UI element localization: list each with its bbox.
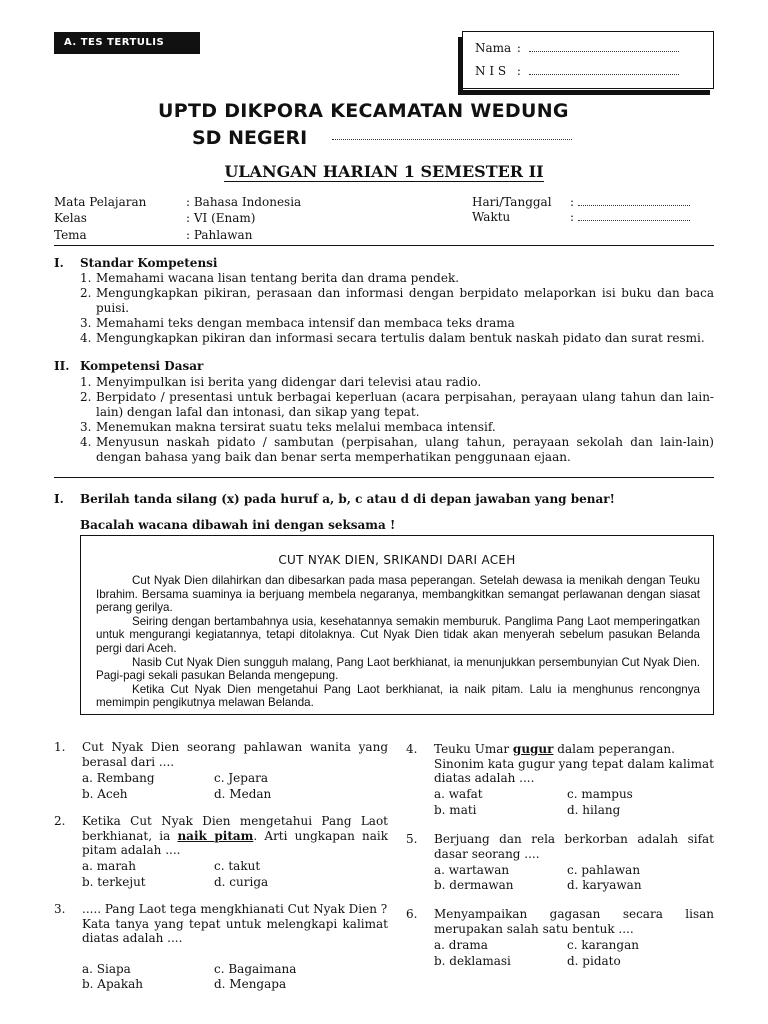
nis-field[interactable] <box>529 67 679 75</box>
option-c[interactable]: c. karangan <box>567 938 639 952</box>
option-c[interactable]: c. pahlawan <box>567 863 641 877</box>
tema-label: Tema <box>54 228 87 242</box>
option-a[interactable]: a. wartawan <box>434 863 510 877</box>
nama-field[interactable] <box>529 44 679 52</box>
nis-label: N I S <box>475 64 507 78</box>
option-b[interactable]: b. terkejut <box>82 875 146 889</box>
nama-row <box>475 41 679 55</box>
option-d[interactable]: d. karyawan <box>567 878 642 892</box>
tema-value: : Pahlawan <box>186 228 253 242</box>
hari-tanggal-field[interactable]: : <box>570 195 690 209</box>
option-c[interactable]: c. takut <box>214 859 261 873</box>
instruction-main: Berilah tanda silang (x) pada huruf a, b, c atau d di depan jawaban yang benar! <box>80 492 615 506</box>
kelas-label: Kelas <box>54 211 87 225</box>
option-c[interactable]: c. mampus <box>567 787 633 801</box>
option-a[interactable]: a. drama <box>434 938 488 952</box>
reading-paragraph: Nasib Cut Nyak Dien sungguh malang, Pang Laot berkhianat, ia menunjukkan persembunyian Cut Nyak Dien. Pagi-pagi sekali pasukan Belanda mengepung. <box>96 655 700 683</box>
option-a[interactable]: a. marah <box>82 859 136 873</box>
kompetensi-num: II. <box>54 359 70 373</box>
option-b[interactable]: b. Aceh <box>82 787 128 801</box>
option-c[interactable]: c. Bagaimana <box>214 962 297 976</box>
option-b[interactable]: b. dermawan <box>434 878 514 892</box>
exam-title: ULANGAN HARIAN 1 SEMESTER II <box>224 162 544 181</box>
header-line2: SD NEGERI <box>192 127 308 149</box>
nis-colon: : <box>516 64 521 78</box>
option-b[interactable]: b. Apakah <box>82 977 143 991</box>
option-d[interactable]: d. Mengapa <box>214 977 287 991</box>
nama-colon: : <box>516 41 521 55</box>
reading-paragraph: Cut Nyak Dien dilahirkan dan dibesarkan pada masa peperangan. Setelah dewasa ia menikah dengan Teuku Ibrahim. Bersama suaminya ia berjuang membela negaranya, membangkitkan semangat perlawanan dengan siasat perang gerilya. <box>96 574 700 615</box>
option-b[interactable]: b. mati <box>434 803 477 817</box>
reading-paragraph: Seiring dengan bertambahnya usia, kesehatannya semakin memburuk. Panglima Pang Laot memperingatkan untuk mengurangi kegiatannya, tetapi ditolaknya. Cut Nyak Dien tidak akan menyerah sebelum pasukan Belanda pergi dari Aceh. <box>96 614 700 655</box>
option-d[interactable]: d. hilang <box>567 803 621 817</box>
waktu-label: Waktu <box>472 210 511 224</box>
hari-tanggal-label: Hari/Tanggal <box>472 195 552 209</box>
instruction-read: Bacalah wacana dibawah ini dengan seksama ! <box>80 518 396 532</box>
header-line1: UPTD DIKPORA KECAMATAN WEDUNG <box>158 100 569 122</box>
mata-pelajaran-label: Mata Pelajaran <box>54 195 147 209</box>
waktu-field[interactable]: : <box>570 210 690 224</box>
underlined-term: gugur <box>512 742 554 756</box>
option-b[interactable]: b. deklamasi <box>434 954 511 968</box>
question-6: 6. Menyampaikan gagasan secara lisan merupakan salah satu bentuk .... <box>406 907 714 936</box>
mata-pelajaran-value: : Bahasa Indonesia <box>186 195 302 209</box>
option-d[interactable]: d. pidato <box>567 954 621 968</box>
option-a[interactable]: a. Siapa <box>82 962 131 976</box>
reading-passage <box>80 535 714 715</box>
option-c[interactable]: c. Jepara <box>214 771 268 785</box>
standar-num: I. <box>54 256 64 270</box>
option-d[interactable]: d. curiga <box>214 875 269 889</box>
question-1: 1. Cut Nyak Dien seorang pahlawan wanita yang berasal dari .... <box>54 740 388 769</box>
option-d[interactable]: d. Medan <box>214 787 272 801</box>
option-a[interactable]: a. Rembang <box>82 771 155 785</box>
school-name-field[interactable] <box>332 139 572 140</box>
divider <box>54 245 714 246</box>
reading-paragraph: Ketika Cut Nyak Dien mengetahui Pang Laot berkhianat, ia naik pitam. Lalu ia menghunus rencongnya memimpin pengikutnya melawan Belanda. <box>96 682 700 710</box>
option-a[interactable]: a. wafat <box>434 787 483 801</box>
kelas-value: : VI (Enam) <box>186 211 256 225</box>
meta-left <box>54 195 354 245</box>
instruction-num: I. <box>54 492 64 506</box>
tes-tertulis-label: A. TES TERTULIS <box>54 32 200 54</box>
reading-body <box>96 574 700 710</box>
question-3: 3. ..... Pang Laot tega mengkhianati Cut Nyak Dien ? Kata tanya yang tepat untuk melengkapi kalimat diatas adalah .... <box>54 902 388 945</box>
question-5: 5. Berjuang dan rela berkorban adalah sifat dasar seorang .... <box>406 832 714 861</box>
reading-title: CUT NYAK DIEN, SRIKANDI DARI ACEH <box>278 553 516 567</box>
meta-right <box>472 195 714 231</box>
question-2: 2. Ketika Cut Nyak Dien mengetahui Pang Laot berkhianat, ia naik pitam. Arti ungkapan naik pitam adalah .... <box>54 814 389 857</box>
nis-row <box>475 64 679 78</box>
underlined-term: naik pitam <box>177 828 254 843</box>
kompetensi-title: Kompetensi Dasar <box>80 359 204 373</box>
nama-label: Nama <box>475 41 512 55</box>
student-info-box <box>462 31 714 89</box>
question-4: 4. Teuku Umar gugur dalam peperangan. Sinonim kata gugur yang tepat dalam kalimat diatas adalah .... <box>406 742 714 785</box>
standar-title: Standar Kompetensi <box>80 256 218 270</box>
divider <box>54 477 714 478</box>
